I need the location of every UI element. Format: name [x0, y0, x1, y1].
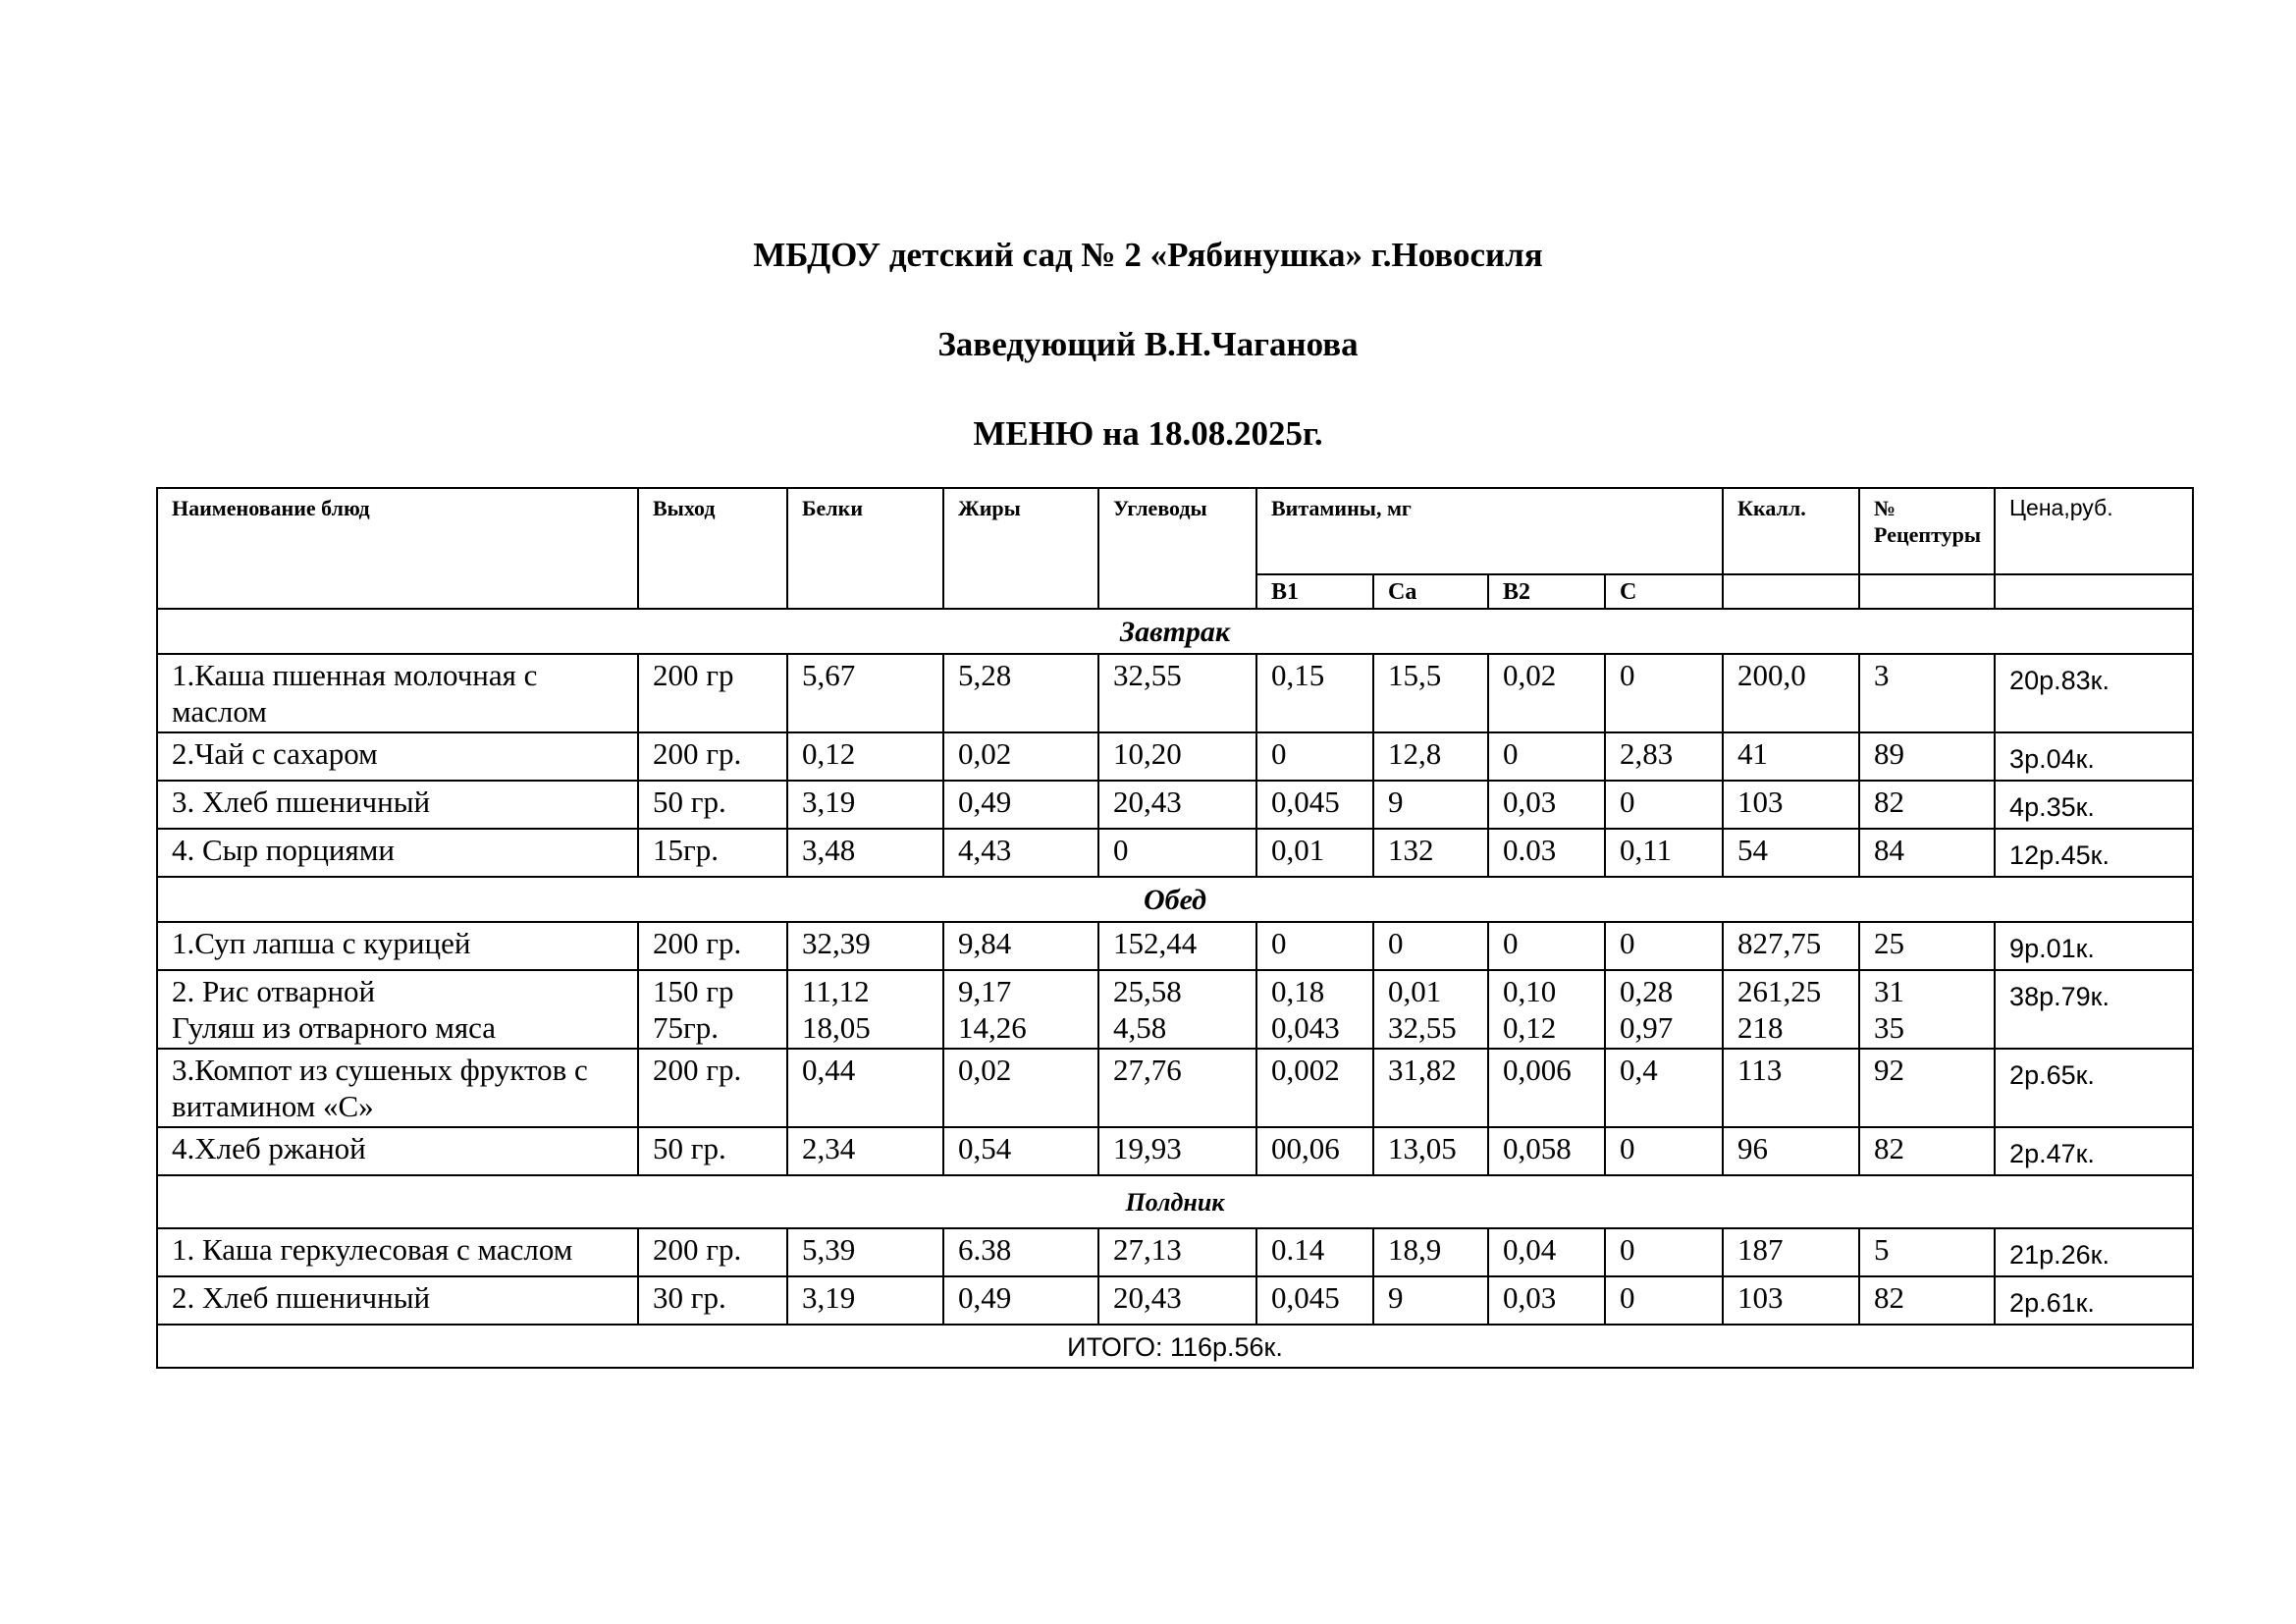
dish-fats: 0,49: [943, 781, 1098, 829]
table-row: [157, 732, 2193, 781]
dish-b2-line: 0,12: [1503, 1010, 1557, 1045]
dish-name: 1. Каша геркулесовая с маслом: [157, 1228, 638, 1276]
dish-c: 0: [1605, 781, 1723, 829]
section-title-snack: Полдник: [157, 1175, 2193, 1228]
table-row: [157, 781, 2193, 829]
empty-cell: [1995, 574, 2193, 609]
dish-kcal: 96: [1723, 1127, 1859, 1175]
org-title: МБДОУ детский сад № 2 «Рябинушка» г.Новосиля: [753, 236, 1543, 274]
dish-proteins-line: 18,05: [802, 1010, 871, 1045]
dish-kcal: 54: [1723, 829, 1859, 877]
dish-b1: 0,15: [1256, 654, 1373, 732]
total-row: [157, 1325, 2193, 1368]
col-header-fats: Жиры: [943, 488, 1098, 609]
table-row: [157, 1276, 2193, 1325]
table-row: [157, 1049, 2193, 1127]
col-header-c: С: [1605, 574, 1723, 609]
dish-c: 0: [1605, 654, 1723, 732]
dish-carbs: 10,20: [1098, 732, 1256, 781]
director-line: Заведующий В.Н.Чаганова: [937, 325, 1359, 363]
dish-output-line: 150 гр: [653, 974, 734, 1008]
menu-table: [156, 487, 2194, 1369]
dish-name: 2. Хлеб пшеничный: [157, 1276, 638, 1325]
dish-recipe: 25: [1859, 922, 1995, 970]
dish-b1: 0,045: [1256, 781, 1373, 829]
dish-fats: 0,49: [943, 1276, 1098, 1325]
dish-fats-line: 14,26: [958, 1010, 1027, 1045]
dish-ca: 18,9: [1373, 1228, 1488, 1276]
dish-ca: [1373, 970, 1488, 1049]
dish-ca: 9: [1373, 1276, 1488, 1325]
dish-price: 9р.01к.: [1995, 922, 2193, 970]
dish-name: 4. Сыр порциями: [157, 829, 638, 877]
dish-recipe: 89: [1859, 732, 1995, 781]
dish-kcal-line: 261,25: [1737, 974, 1822, 1008]
dish-output: 200 гр: [638, 654, 787, 732]
dish-output: [638, 970, 787, 1049]
col-header-b2: В2: [1488, 574, 1605, 609]
table-row: [157, 922, 2193, 970]
dish-proteins: 3,48: [787, 829, 943, 877]
table-row: [157, 1127, 2193, 1175]
dish-b2: 0,02: [1488, 654, 1605, 732]
dish-c: 0: [1605, 1228, 1723, 1276]
dish-ca: 13,05: [1373, 1127, 1488, 1175]
dish-proteins-line: 11,12: [802, 974, 870, 1008]
total-amount: ИТОГО: 116р.56к.: [157, 1325, 2193, 1368]
col-header-carbs: Углеводы: [1098, 488, 1256, 609]
empty-cell: [1723, 574, 1859, 609]
dish-b2: 0,04: [1488, 1228, 1605, 1276]
dish-recipe: [1859, 970, 1995, 1049]
dish-price: 2р.47к.: [1995, 1127, 2193, 1175]
dish-b2: 0,058: [1488, 1127, 1605, 1175]
dish-ca: 9: [1373, 781, 1488, 829]
dish-proteins: 0,44: [787, 1049, 943, 1127]
dish-b1: 00,06: [1256, 1127, 1373, 1175]
dish-name: 3. Хлеб пшеничный: [157, 781, 638, 829]
dish-proteins: 5,39: [787, 1228, 943, 1276]
dish-proteins: 3,19: [787, 1276, 943, 1325]
dish-price: 3р.04к.: [1995, 732, 2193, 781]
dish-b1: 0,045: [1256, 1276, 1373, 1325]
dish-b2: 0,006: [1488, 1049, 1605, 1127]
dish-recipe: 82: [1859, 1127, 1995, 1175]
dish-fats-line: 9,17: [958, 974, 1012, 1008]
dish-b2-line: 0,10: [1503, 974, 1557, 1008]
dish-name-line: 2. Рис отварной: [172, 974, 376, 1008]
dish-name: 3.Компот из сушеных фруктов с витамином «С»: [157, 1049, 638, 1127]
dish-proteins: 5,67: [787, 654, 943, 732]
dish-proteins: 0,12: [787, 732, 943, 781]
dish-output: 50 гр.: [638, 781, 787, 829]
dish-fats: 0,02: [943, 1049, 1098, 1127]
dish-ca: 31,82: [1373, 1049, 1488, 1127]
dish-b1: 0,01: [1256, 829, 1373, 877]
dish-kcal: 103: [1723, 781, 1859, 829]
dish-carbs-line: 25,58: [1113, 974, 1182, 1008]
dish-carbs: 19,93: [1098, 1127, 1256, 1175]
col-header-vitamins: Витамины, мг: [1256, 488, 1723, 574]
dish-carbs: 20,43: [1098, 1276, 1256, 1325]
dish-recipe: 84: [1859, 829, 1995, 877]
col-header-proteins: Белки: [787, 488, 943, 609]
dish-proteins: 32,39: [787, 922, 943, 970]
table-row: [157, 654, 2193, 732]
section-row-lunch: [157, 877, 2193, 922]
dish-kcal: 187: [1723, 1228, 1859, 1276]
dish-c: 0,11: [1605, 829, 1723, 877]
empty-cell: [1859, 574, 1995, 609]
dish-fats: 5,28: [943, 654, 1098, 732]
dish-ca: 12,8: [1373, 732, 1488, 781]
dish-output: 50 гр.: [638, 1127, 787, 1175]
dish-c: 0: [1605, 1127, 1723, 1175]
dish-output-line: 75гр.: [653, 1010, 719, 1045]
dish-recipe: 92: [1859, 1049, 1995, 1127]
dish-fats: [943, 970, 1098, 1049]
dish-ca-line: 32,55: [1388, 1010, 1457, 1045]
dish-c: 0: [1605, 922, 1723, 970]
dish-b1: 0: [1256, 732, 1373, 781]
dish-carbs: 27,13: [1098, 1228, 1256, 1276]
dish-b2: 0: [1488, 922, 1605, 970]
dish-b2: 0,03: [1488, 781, 1605, 829]
dish-b2: [1488, 970, 1605, 1049]
dish-kcal: 41: [1723, 732, 1859, 781]
dish-c-line: 0,97: [1620, 1010, 1674, 1045]
dish-carbs: 152,44: [1098, 922, 1256, 970]
dish-price: 12р.45к.: [1995, 829, 2193, 877]
dish-carbs: 20,43: [1098, 781, 1256, 829]
dish-carbs: 32,55: [1098, 654, 1256, 732]
dish-b2: 0.03: [1488, 829, 1605, 877]
menu-title: МЕНЮ на 18.08.2025г.: [973, 414, 1323, 453]
section-row-snack: [157, 1175, 2193, 1228]
dish-carbs: 27,76: [1098, 1049, 1256, 1127]
dish-ca: 15,5: [1373, 654, 1488, 732]
dish-output: 200 гр.: [638, 1228, 787, 1276]
col-header-kcal: Ккалл.: [1723, 488, 1859, 574]
dish-recipe: 82: [1859, 1276, 1995, 1325]
dish-recipe: 3: [1859, 654, 1995, 732]
col-header-name: Наименование блюд: [157, 488, 638, 609]
dish-b1: 0,002: [1256, 1049, 1373, 1127]
dish-proteins: 3,19: [787, 781, 943, 829]
dish-b1: 0: [1256, 922, 1373, 970]
dish-kcal: 827,75: [1723, 922, 1859, 970]
dish-output: 200 гр.: [638, 732, 787, 781]
table-row: [157, 1228, 2193, 1276]
dish-kcal: 200,0: [1723, 654, 1859, 732]
dish-recipe: 82: [1859, 781, 1995, 829]
dish-price: 20р.83к.: [1995, 654, 2193, 732]
dish-name: 1.Суп лапша с курицей: [157, 922, 638, 970]
dish-recipe-line: 31: [1874, 974, 1905, 1008]
dish-fats: 4,43: [943, 829, 1098, 877]
dish-name: 2.Чай с сахаром: [157, 732, 638, 781]
section-row-breakfast: [157, 609, 2193, 654]
col-header-output: Выход: [638, 488, 787, 609]
dish-proteins: [787, 970, 943, 1049]
dish-carbs: [1098, 970, 1256, 1049]
dish-kcal: 113: [1723, 1049, 1859, 1127]
header-row: [157, 488, 2193, 574]
dish-c: 2,83: [1605, 732, 1723, 781]
dish-b1: [1256, 970, 1373, 1049]
dish-carbs: 0: [1098, 829, 1256, 877]
dish-fats: 9,84: [943, 922, 1098, 970]
dish-fats: 0,02: [943, 732, 1098, 781]
dish-recipe-line: 35: [1874, 1010, 1905, 1045]
dish-fats: 0,54: [943, 1127, 1098, 1175]
dish-b2: 0,03: [1488, 1276, 1605, 1325]
dish-price: 4р.35к.: [1995, 781, 2193, 829]
table-row: [157, 829, 2193, 877]
dish-kcal: 103: [1723, 1276, 1859, 1325]
dish-name: 4.Хлеб ржаной: [157, 1127, 638, 1175]
dish-b2: 0: [1488, 732, 1605, 781]
dish-output: 30 гр.: [638, 1276, 787, 1325]
dish-proteins: 2,34: [787, 1127, 943, 1175]
col-header-price: Цена,руб.: [1995, 488, 2193, 574]
dish-c: [1605, 970, 1723, 1049]
table-row: [157, 970, 2193, 1049]
dish-name: [157, 970, 638, 1049]
dish-output: 200 гр.: [638, 922, 787, 970]
dish-b1-line: 0,18: [1271, 974, 1325, 1008]
dish-name-line: Гуляш из отварного мяса: [172, 1010, 496, 1045]
dish-kcal-line: 218: [1737, 1010, 1784, 1045]
dish-c: 0,4: [1605, 1049, 1723, 1127]
dish-name: 1.Каша пшенная молочная с маслом: [157, 654, 638, 732]
col-header-ca: Са: [1373, 574, 1488, 609]
dish-output: 200 гр.: [638, 1049, 787, 1127]
dish-output: 15гр.: [638, 829, 787, 877]
dish-carbs-line: 4,58: [1113, 1010, 1167, 1045]
dish-ca: 132: [1373, 829, 1488, 877]
col-header-recipe: № Рецептуры: [1859, 488, 1995, 574]
dish-kcal: [1723, 970, 1859, 1049]
dish-price: 2р.65к.: [1995, 1049, 2193, 1127]
dish-price: 2р.61к.: [1995, 1276, 2193, 1325]
section-title-breakfast: Завтрак: [157, 609, 2193, 654]
section-title-lunch: Обед: [157, 877, 2193, 922]
dish-c: 0: [1605, 1276, 1723, 1325]
dish-b1-line: 0,043: [1271, 1010, 1340, 1045]
col-header-b1: В1: [1256, 574, 1373, 609]
dish-ca: 0: [1373, 922, 1488, 970]
dish-price: 38р.79к.: [1995, 970, 2193, 1049]
dish-ca-line: 0,01: [1388, 974, 1442, 1008]
dish-b1: 0.14: [1256, 1228, 1373, 1276]
dish-c-line: 0,28: [1620, 974, 1674, 1008]
dish-price: 21р.26к.: [1995, 1228, 2193, 1276]
dish-fats: 6.38: [943, 1228, 1098, 1276]
dish-recipe: 5: [1859, 1228, 1995, 1276]
